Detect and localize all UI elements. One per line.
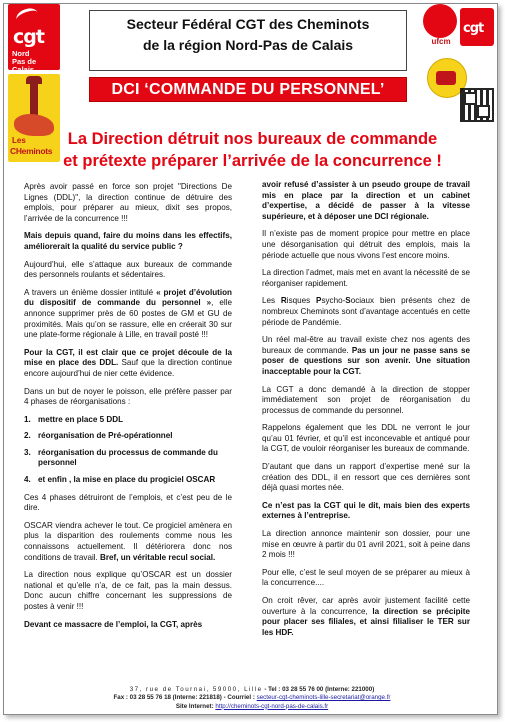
right-p9-bold: Ce n’est pas la CGT qui le dit, mais bien des experts externes à l’entreprise. xyxy=(262,500,470,521)
list-item xyxy=(24,431,232,442)
left-p2 xyxy=(24,231,232,252)
footer-line-2 xyxy=(60,694,444,702)
left-p8-start: OSCAR viendra achever le tout. Ce progiciel amènera en plus la disparition des roulements comme nous les connaissons actuellement. Il détériorera donc nos conditions de travail. xyxy=(24,520,232,562)
logo-region-text xyxy=(12,50,60,74)
right-p3: La direction l’admet, mais met en avant la nécessité de se réorganiser rapidement. xyxy=(262,268,470,288)
cgt-swoosh-icon xyxy=(14,6,39,27)
list-item-text: mettre en place 5 DDL xyxy=(38,414,124,424)
left-p1: Après avoir passé en force son projet "Directions De Lignes (DDL)", la direction continue de détruire des emplois, pour préparer au mieux, dixit ses propos, l’arrivée de la concurrence !!! xyxy=(24,182,232,223)
left-p5-bold: Pour la CGT, il est clair que ce projet découle de la mise en place des DDL. xyxy=(24,347,232,368)
list-item-number: 2. xyxy=(24,431,31,441)
phases-list xyxy=(24,415,232,486)
footer-courriel-label: - Courriel : xyxy=(223,694,255,702)
rps-p: P xyxy=(316,296,322,306)
list-item-text: et enfin , la mise en place du progiciel OSCAR xyxy=(38,475,216,485)
list-item xyxy=(24,415,232,426)
right-p4 xyxy=(262,296,470,328)
website-link[interactable]: http://cheminots-cgt-nord-pas-de-calais.fr xyxy=(215,702,329,710)
right-p4-start: Les xyxy=(262,296,281,306)
left-column xyxy=(24,182,232,637)
left-p4-start: A travers un énième dossier intitulé xyxy=(24,287,157,297)
footer-address: 37, rue de Tournai, 59000, Lille xyxy=(129,686,263,693)
left-p4-end: , elle annonce supprimer près de 60 postes de GM et GU de proximités. Mais qu’on se rassure, elle en créerait 30 sur une plate-forme régionale à Lille, en travail posté !!! xyxy=(24,298,232,340)
title-line-2: et prétexte préparer l’arrivée de la concurrence ! xyxy=(63,152,442,170)
right-p7: Rappelons également que les DDL ne verront le jour qu’au 01 février, et qu’il est inconcevable et antiqué pour la CGT, de vouloir réorganiser les bureaux de commande. xyxy=(262,423,470,454)
right-p11: Pour elle, c’est le seul moyen de se préparer au mieux à la concurrence.... xyxy=(262,567,470,588)
left-p3: Aujourd’hui, elle s’attaque aux bureaux de commande des personnels roulants et sédentaires. xyxy=(24,259,232,280)
les-text: Les xyxy=(12,136,26,145)
right-p8: D’autant que dans un rapport d’expertise mené sur la création des DDL, il en ressort que ces dernières sont déjà quasi mortes née. xyxy=(262,462,470,493)
right-p6: La CGT a donc demandé à la direction de stopper immédiatement son projet de réorganisation du processus de commande du personnel. xyxy=(262,384,470,415)
list-item xyxy=(24,475,232,486)
logo-region-line1: Nord xyxy=(12,49,30,58)
list-item-number: 4. xyxy=(24,475,31,485)
right-p4-mid2: sycho- xyxy=(321,296,346,306)
rps-r: R xyxy=(280,296,287,306)
right-p10: La direction annonce maintenir son dossier, pour une mise en œuvre à partir du 01 avril 2021, soit à peine dans 2 mois !!! xyxy=(262,529,470,560)
ufcm-logo xyxy=(423,4,457,56)
header-box xyxy=(89,10,407,71)
right-column xyxy=(262,180,470,645)
logo-region-line2: Pas de Calais xyxy=(12,57,37,74)
right-p4-mid1: isques xyxy=(286,296,317,306)
dci-banner: DCI ‘COMMANDE DU PERSONNEL’ xyxy=(89,77,407,102)
left-p8-bold: Bref, un véritable recul social. xyxy=(100,552,216,562)
list-item-text: réorganisation du processus de commande du personnel xyxy=(38,447,218,468)
footer-tel: - Tel : 03 28 55 76 00 (Interne: 221000) xyxy=(264,686,375,693)
list-item-text: réorganisation de Pré-opérationnel xyxy=(38,431,173,441)
ufcm-circle-icon xyxy=(423,4,457,38)
header-line-2: de la région Nord-Pas de Calais xyxy=(142,37,354,53)
left-p10-bold: Devant ce massacre de l’emploi, la CGT, après xyxy=(24,619,203,629)
right-p5-bold: Pas un jour ne passe sans se poser de questions sur son avenir. Une situation inacceptable pour la CGT. xyxy=(262,345,470,376)
left-p7: Ces 4 phases détruiront de l’emplois, et c’est peu de le dire. xyxy=(24,492,232,513)
right-p9 xyxy=(262,501,470,522)
cgt-small-brand-text: cgt xyxy=(463,21,484,36)
cheminots-text: CHeminots xyxy=(10,146,53,156)
left-p4 xyxy=(24,288,232,341)
cgt-nord-pas-de-calais-logo xyxy=(8,4,60,74)
left-p2-bold: Mais depuis quand, faire du moins dans les effectifs, améliorerait la qualité du service public ? xyxy=(24,231,232,251)
right-p12-bold: la direction se précipite pour placer ses filiales, et ainsi filialiser le TER sur les HDF. xyxy=(262,606,470,637)
badge-train-icon xyxy=(436,71,456,85)
left-p5-end: Sauf que la direction continue encore aujourd’hui de nier cette évidence. xyxy=(24,358,232,378)
left-p8 xyxy=(24,521,232,563)
email-link[interactable]: secteur-cgt-cheminots-lille-secretariat@orange.fr xyxy=(256,694,391,702)
rps-s: S xyxy=(345,296,351,306)
header-line-1: Secteur Fédéral CGT des Cheminots xyxy=(126,16,370,32)
right-p5 xyxy=(262,335,470,377)
list-item-number: 3. xyxy=(24,447,31,457)
footer-fax: Fax : 03 28 55 76 18 (Interne: 221818) xyxy=(113,694,222,702)
left-p5 xyxy=(24,348,232,380)
left-p9: La direction nous explique qu’OSCAR est un dossier national et qu’elle n’a, de ce fait, pas la main dessus. Donc aucun chiffre concernant les suppressions de postes à venir !!! xyxy=(24,570,232,611)
right-p1-bold: avoir refusé d’assister à un pseudo groupe de travail mis en place par la direction et un cabinet d’expertise, a décidé de passer à la vitesse supérieure, et à déposer une DCI régionale. xyxy=(262,180,470,221)
right-p12-start: On croit rêver, car après avoir justement facilité cette ouverture à la concurrence, xyxy=(262,596,470,616)
right-p5-start: Un réel mal-être au travail existe chez nos agents des bureaux de commande. xyxy=(262,335,470,355)
main-title xyxy=(30,128,475,172)
qr-code-icon[interactable] xyxy=(460,88,494,122)
right-p1 xyxy=(262,180,470,222)
ufcm-text: ufcm xyxy=(431,37,451,46)
left-p4-bold: « projet d’évolution du dispositif de commande du personnel » xyxy=(24,287,232,308)
list-item-number: 1. xyxy=(24,414,31,424)
footer xyxy=(60,686,444,711)
right-p4-end: ociaux bien présents chez de nombreux Cheminots sont d’avantage accentués en cette période de Pandémie. xyxy=(262,296,470,327)
logo-brand-text: cgt xyxy=(13,26,44,48)
title-line-1: La Direction détruit nos bureaux de commande xyxy=(67,130,438,148)
footer-site-label: Site Internet: xyxy=(175,702,214,710)
right-p2: Il n’existe pas de moment propice pour mettre en place une désorganisation qui détruit des emplois, mais la période actuelle que nous vivons l’est encore moins. xyxy=(262,229,470,260)
left-p10 xyxy=(24,620,232,631)
footer-line-3 xyxy=(60,703,444,711)
left-p6: Dans un but de noyer le poisson, elle préfère passer par 4 phases de réorganisations : xyxy=(24,386,232,407)
footer-line-1 xyxy=(60,686,444,694)
right-p12 xyxy=(262,596,470,638)
list-item xyxy=(24,448,232,469)
cgt-small-logo xyxy=(460,8,494,46)
